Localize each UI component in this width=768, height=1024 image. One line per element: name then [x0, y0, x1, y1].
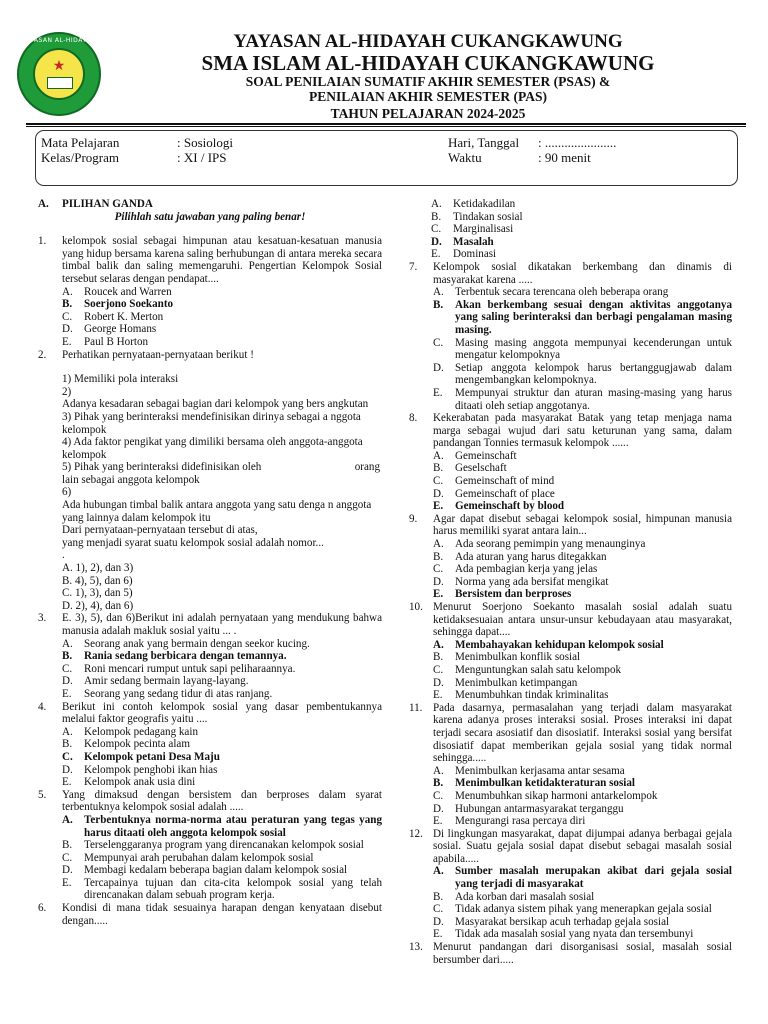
question-2: 2. Perhatikan pernyataan-pernyataan berikut ! 1) Memiliki pola interaksi 2) Adanya kesadaran sebagai bagian dari kelompok yang bers angkutan 3) Pihak yang berinteraksi mendefinisikan dirinya sebagai a nggota kelompok 4) Ada faktor pengikat yang dimiliki bersama oleh anggota-anggota kelompok 5) Pihak yang berinteraksi didefinisikan oleh orang lain sebagai anggota kelompok 6) Ada hubungan timbal balik antara anggota yang satu denga n anggota yang lainnya dalam kelompok itu Dari pernyataan-pernyataan tersebut di atas, yang menjadi syarat suatu kelompok sosial adalah nomor... . A. 1), 2), dan 3) B. 4), 5), dan 6) C. 1), 3), dan 5) D. 2), 4), dan 6) — [38, 348, 380, 612]
question-1: 1. kelompok sosial sebagai himpunan atau kesatuan-kesatuan manusia yang hidup bersama karena saling berhubungan di antara mereka secara timbal balik dan saling memengaruhi. Pengertian Kelompok Sosial tersebut selaras dengan pendapat.... A. Roucek and Warren B. Soerjono Soekanto C. Robert K. Merton D. George Homans E. Paul B Horton — [38, 235, 382, 348]
question-text: E. 3), 5), dan 6)Berikut ini adalah pernyataan yang mendukung bahwa manusia adalah makluk sosial yaitu ... . — [62, 612, 382, 637]
option[interactable]: E. Mengurangi rasa percaya diri — [433, 815, 586, 828]
option[interactable]: E. Menumbuhkan tindak kriminalitas — [433, 689, 609, 702]
option[interactable]: B. Rania sedang berbicara dengan temannya. — [62, 650, 287, 663]
question-7: 7. Kelompok sosial dikatakan berkembang dan dinamis di masyarakat karena ..... A. Terbentuk secara terencana oleh beberapa orang B. Akan berkembang sesuai dengan aktivitas anggotanya yang saling berinteraksi dan berbagi pengalaman masing masing. C. Masing masing anggota mempunyai kecenderungan untuk mengatur kelompoknya D. Setiap anggota kelompok harus bertanggugjawab dalam mengembangkan kelompoknya. E. Mempunyai struktur dan aturan masing-masing yang harus ditaati oleh setiap anggotanya. — [409, 260, 732, 412]
option[interactable]: A. Gemeinschaft — [433, 449, 517, 462]
statement: Dari pernyataan-pernyataan tersebut di atas, — [62, 524, 258, 537]
option[interactable]: C. Menguntungkan salah satu kelompok — [433, 663, 622, 676]
class-value: : XI / IPS — [177, 150, 227, 165]
option[interactable]: D. Membagi kedalam beberapa bagian dalam kelompok sosial — [62, 864, 348, 877]
option[interactable]: D. Masyarakat bersikap acuh terhadap gejala sosial — [433, 915, 670, 928]
question-text: Perhatikan pernyataan-pernyataan berikut ! — [62, 348, 254, 361]
question-10: 10. Menurut Soerjono Soekanto masalah sosial adalah suatu ketidaksesuaian antara unsur-unsur kebudayaan atau masyarakat, sehingga dapat.... A. Membahayakan kehidupan kelompok sosial B. Menimbulkan konflik sosial C. Menguntungkan salah satu kelompok D. Menimbulkan ketimpangan E. Menumbuhkan tindak kriminalitas — [409, 601, 732, 702]
option[interactable]: E. Kelompok anak usia dini — [62, 776, 196, 789]
option[interactable]: A. Sumber masalah merupakan akibat dari gejala sosial yang terjadi di masyarakat — [433, 865, 732, 891]
time-value: : 90 menit — [538, 150, 591, 165]
question-6-options — [431, 198, 732, 261]
date-value: : ...................... — [538, 135, 617, 150]
question-text: Menurut pandangan dari disorganisasi sosial, masalah sosial bersumber dari..... — [433, 941, 732, 966]
foundation-name: YAYASAN AL-HIDAYAH CUKANGKAWUNG — [233, 31, 623, 52]
question-11: 11. Pada dasarnya, permasalahan yang terjadi dalam masyarakat karena adanya proses interaksi sosial. Proses interaksi ini dapat terjadi secara asosiatif dan disosiatif. Interaksi sosial yang bersifat disosiatif dapat memberikan gejala sosial yang tidak normal sehingga..... A. Menimbulkan kerjasama antar sesama B. Menimbulkan ketidakteraturan sosial C. Menumbuhkan sikap harmoni antarkelompok D. Hubungan antarmasyarakat terganggu E. Mengurangi rasa percaya diri — [409, 701, 732, 828]
header-divider-thick — [26, 123, 746, 125]
option[interactable]: D. 2), 4), dan 6) — [62, 599, 134, 612]
option[interactable]: C. Ada pembagian kerja yang jelas — [433, 563, 598, 576]
option[interactable]: C. Masing masing anggota mempunyai kecenderungan untuk mengatur kelompoknya — [433, 336, 732, 362]
option[interactable]: A. Membahayakan kehidupan kelompok sosial — [433, 638, 664, 651]
statement: 5) Pihak yang berinteraksi didefinisikan oleh orang — [62, 461, 380, 474]
statement: Adanya kesadaran sebagai bagian dari kelompok yang bers angkutan — [62, 398, 369, 411]
option[interactable]: C. Robert K. Merton — [62, 310, 164, 323]
option[interactable]: A. Terbentuknya norma-norma atau peraturan yang tegas yang harus ditaati oleh anggota kelompok sosial — [62, 813, 382, 839]
option[interactable]: A. Roucek and Warren — [62, 285, 172, 298]
school-logo — [17, 32, 101, 116]
question-4: 4. Berikut ini contoh kelompok sosial yang dasar pembentukannya melalui faktor geografis yaitu .... A. Kelompok pedagang kain B. Kelompok pecinta alam C. Kelompok petani Desa Maju D. Kelompok penghobi ikan hias E. Kelompok anak usia dini — [38, 700, 382, 789]
subject-label: Mata Pelajaran — [41, 135, 120, 150]
question-text: Kekerabatan pada masyarakat Batak yang tetap menjaga nama marga sebagai wujud dari satu keturunan yang sama, dalam pandangan Tonnies termasuk kelompok ...... — [433, 412, 732, 450]
question-9: 9. Agar dapat disebut sebagai kelompok sosial, himpunan manusia harus memiliki syarat antara lain... A. Ada seorang pemimpin yang menaunginya B. Ada aturan yang harus ditegakkan C. Ada pembagian kerja yang jelas D. Norma yang ada bersifat mengikat E. Bersistem dan berproses — [409, 512, 732, 601]
option[interactable]: E. Tidak ada masalah sosial yang nyata dan tersembunyi — [433, 928, 694, 941]
option[interactable]: C. Roni mencari rumput untuk sapi peliharaannya. — [62, 662, 296, 675]
book-icon — [47, 77, 73, 89]
option[interactable]: B. Ada korban dari masalah sosial — [433, 890, 595, 903]
left-column — [38, 198, 382, 927]
option[interactable]: A. Seorang anak yang bermain dengan seekor kucing. — [62, 637, 310, 650]
option[interactable]: C. Gemeinschaft of mind — [433, 475, 555, 488]
section-instruction: Pilihlah satu jawaban yang paling benar! — [114, 210, 306, 223]
right-column — [409, 198, 732, 966]
statement: 4) Ada faktor pengikat yang dimiliki bersama oleh anggota-anggota kelompok — [62, 436, 363, 461]
question-text: Berikut ini contoh kelompok sosial yang dasar pembentukannya melalui faktor geografis yaitu .... — [62, 700, 382, 726]
date-label: Hari, Tanggal — [448, 135, 520, 150]
question-12: 12. Di lingkungan masyarakat, dapat dijumpai adanya berbagai gejala sosial. Suatu gejala sosial dapat disebut sebagai masalah sosial apabila..... A. Sumber masalah merupakan akibat dari gejala sosial yang terjadi di masyarakat B. Ada korban dari masalah sosial C. Tidak adanya sistem pihak yang menerapkan gejala sosial D. Masyarakat bersikap acuh terhadap gejala sosial E. Tidak ada masalah sosial yang nyata dan tersembunyi — [409, 827, 732, 941]
logo-ring-text: YAYASAN AL-HIDAYAH — [22, 37, 96, 44]
option[interactable]: C. Mempunyai arah perubahan dalam kelompok sosial — [62, 851, 314, 864]
option[interactable]: A. Kelompok pedagang kain — [62, 725, 198, 738]
statement: 1) Memiliki pola interaksi — [62, 373, 179, 386]
option[interactable]: A. Terbentuk secara terencana oleh beberapa orang — [433, 286, 669, 299]
option[interactable]: D. Kelompok penghobi ikan hias — [62, 763, 218, 776]
logo-emblem — [33, 48, 85, 100]
exam-info-box — [35, 130, 738, 186]
option[interactable]: E. Bersistem dan berproses — [433, 588, 572, 601]
option[interactable]: C. Menumbuhkan sikap harmoni antarkelompok — [433, 789, 658, 802]
star-icon: ★ — [52, 59, 66, 74]
header-divider-thin — [26, 126, 746, 127]
option[interactable]: B. Menimbulkan konflik sosial — [433, 651, 581, 664]
question-text: Pada dasarnya, permasalahan yang terjadi dalam masyarakat karena adanya proses interaksi sosial. Proses interaksi ini dapat terjadi secara asosiatif dan disosiatif. Interaksi sosial yang bersifat disosiatif dapat memberikan gejala sosial yang tidak normal sehingga..... — [433, 701, 732, 765]
option[interactable]: B. Ada aturan yang harus ditegakkan — [433, 550, 607, 563]
statement: . — [62, 549, 65, 562]
statement: 3) Pihak yang berinteraksi mendefinisikan dirinya sebagai a nggota kelompok — [62, 410, 361, 436]
option[interactable]: D. Amir sedang bermain layang-layang. — [62, 675, 249, 688]
option[interactable]: D. Hubungan antarmasyarakat terganggu — [433, 802, 624, 815]
question-13: 13. Menurut pandangan dari disorganisasi sosial, masalah sosial bersumber dari..... — [409, 941, 732, 966]
option[interactable]: E. Gemeinschaft by blood — [433, 500, 565, 513]
question-text: kelompok sosial sebagai himpunan atau kesatuan-kesatuan manusia yang hidup bersama karena saling berhubungan di antara mereka secara timbal balik dan saling memengaruhi. Pengertian Kelompok Sosial tersebut selaras dengan pendapat.... — [62, 235, 382, 285]
question-text: Kelompok sosial dikatakan berkembang dan dinamis di masyarakat karena ..... — [433, 260, 732, 286]
option[interactable]: B. Akan berkembang sesuai dengan aktivitas anggotanya yang saling berinteraksi dan berbagi pengalaman masing masing. — [433, 298, 732, 336]
option[interactable]: B. Geselschaft — [433, 462, 507, 475]
option[interactable]: B. Tindakan sosial — [431, 210, 523, 223]
statement: 2) — [62, 385, 72, 398]
question-text: Agar dapat disebut sebagai kelompok sosial, himpunan manusia harus memiliki syarat antara lain... — [433, 512, 732, 538]
option[interactable]: A. 1), 2), dan 3) — [62, 562, 134, 575]
option[interactable]: D. Setiap anggota kelompok harus bertanggugjawab dalam mengembangkan kelompoknya. — [433, 361, 732, 387]
option[interactable]: D. Menimbulkan ketimpangan — [433, 676, 578, 689]
school-name: SMA ISLAM AL-HIDAYAH CUKANGKAWUNG — [201, 51, 655, 75]
option[interactable]: C. Kelompok petani Desa Maju — [62, 750, 220, 763]
option[interactable]: B. Terselenggaranya program yang direncanakan kelompok sosial — [62, 839, 364, 852]
section-heading: A. PILIHAN GANDA — [38, 198, 153, 210]
subject-value: : Sosiologi — [177, 135, 233, 150]
option[interactable]: D. Gemeinschaft of place — [433, 487, 555, 500]
option[interactable]: C. 1), 3), dan 5) — [62, 587, 133, 600]
question-5: 5. Yang dimaksud dengan bersistem dan berproses dalam syarat terbentuknya kelompok sosial adalah ..... A. Terbentuknya norma-norma atau peraturan yang tegas yang harus ditaati oleh anggota kelompok sosial B. Terselenggaranya program yang direncanakan kelompok sosial C. Mempunyai arah perubahan dalam kelompok sosial D. Membagi kedalam beberapa bagian dalam kelompok sosial E. Tercapainya tujuan dan cita-cita kelompok sosial yang telah direncanakan dalam sebuah program kerja. — [38, 788, 382, 902]
option[interactable]: E. Paul B Horton — [62, 335, 149, 348]
exam-title-line1: SOAL PENILAIAN SUMATIF AKHIR SEMESTER (PSAS) & — [245, 74, 611, 89]
question-text: Yang dimaksud dengan bersistem dan berproses dalam syarat terbentuknya kelompok sosial adalah ..... — [62, 788, 382, 814]
option[interactable]: C. Tidak adanya sistem pihak yang menerapkan gejala sosial — [433, 903, 712, 916]
option[interactable]: E. Dominasi — [431, 248, 497, 261]
statement: 6) — [62, 486, 72, 499]
option[interactable]: B. Menimbulkan ketidakteraturan sosial — [433, 777, 635, 790]
question-text: Kondisi di mana tidak sesuainya harapan dengan kenyataan disebut dengan..... — [62, 902, 382, 927]
question-8: 8. Kekerabatan pada masyarakat Batak yang tetap menjaga nama marga sebagai wujud dari satu keturunan yang sama, dalam pandangan Tonnies termasuk kelompok ...... A. Gemeinschaft B. Geselschaft C. Gemeinschaft of mind D. Gemeinschaft of place E. Gemeinschaft by blood — [409, 412, 732, 513]
academic-year: TAHUN PELAJARAN 2024-2025 — [330, 106, 526, 121]
option[interactable]: E. Seorang yang sedang tidur di atas ranjang. — [62, 687, 273, 700]
statement: yang menjadi syarat suatu kelompok sosial adalah nomor... — [62, 536, 324, 549]
question-6: 6. Kondisi di mana tidak sesuainya harapan dengan kenyataan disebut dengan..... — [38, 902, 382, 927]
option[interactable]: D. Masalah — [431, 235, 494, 248]
option[interactable]: A. Ketidakadilan — [431, 198, 516, 210]
class-label: Kelas/Program — [41, 150, 119, 165]
option[interactable]: E. Tercapainya tujuan dan cita-cita kelompok sosial yang telah direncanakan dalam sebuah program kerja. — [62, 876, 382, 902]
statement: Ada hubungan timbal balik antara anggota yang satu denga n anggota yang lainnya dalam kelompok itu — [62, 499, 372, 524]
option[interactable]: A. Ada seorang pemimpin yang menaunginya — [433, 538, 646, 551]
question-text: Di lingkungan masyarakat, dapat dijumpai adanya berbagai gejala sosial. Suatu gejala sosial dapat disebut sebagai masalah sosial apabila..... — [433, 827, 732, 865]
time-label: Waktu — [448, 150, 482, 165]
option[interactable]: B. Kelompok pecinta alam — [62, 738, 190, 751]
option[interactable]: D. Norma yang ada bersifat mengikat — [433, 575, 609, 588]
option[interactable]: B. Soerjono Soekanto — [62, 298, 174, 311]
option[interactable]: D. George Homans — [62, 323, 157, 336]
option[interactable]: B. 4), 5), dan 6) — [62, 574, 133, 587]
option[interactable]: A. Menimbulkan kerjasama antar sesama — [433, 764, 625, 777]
exam-title-line2: PENILAIAN AKHIR SEMESTER (PAS) — [309, 89, 547, 104]
option[interactable]: E. Mempunyai struktur dan aturan masing-masing yang harus ditaati oleh setiap anggotanya. — [433, 386, 732, 412]
question-3: 3. E. 3), 5), dan 6)Berikut ini adalah pernyataan yang mendukung bahwa manusia adalah makluk sosial yaitu ... . A. Seorang anak yang bermain dengan seekor kucing. B. Rania sedang berbicara dengan temannya. C. Roni mencari rumput untuk sapi peliharaannya. D. Amir sedang bermain layang-layang. E. Seorang yang sedang tidur di atas ranjang. — [38, 612, 382, 700]
option[interactable]: C. Marginalisasi — [431, 223, 514, 236]
question-text: Menurut Soerjono Soekanto masalah sosial adalah suatu ketidaksesuaian antara unsur-unsur kebudayaan atau masyarakat, sehingga dapat.... — [433, 601, 732, 639]
statement: lain sebagai anggota kelompok — [62, 473, 200, 486]
